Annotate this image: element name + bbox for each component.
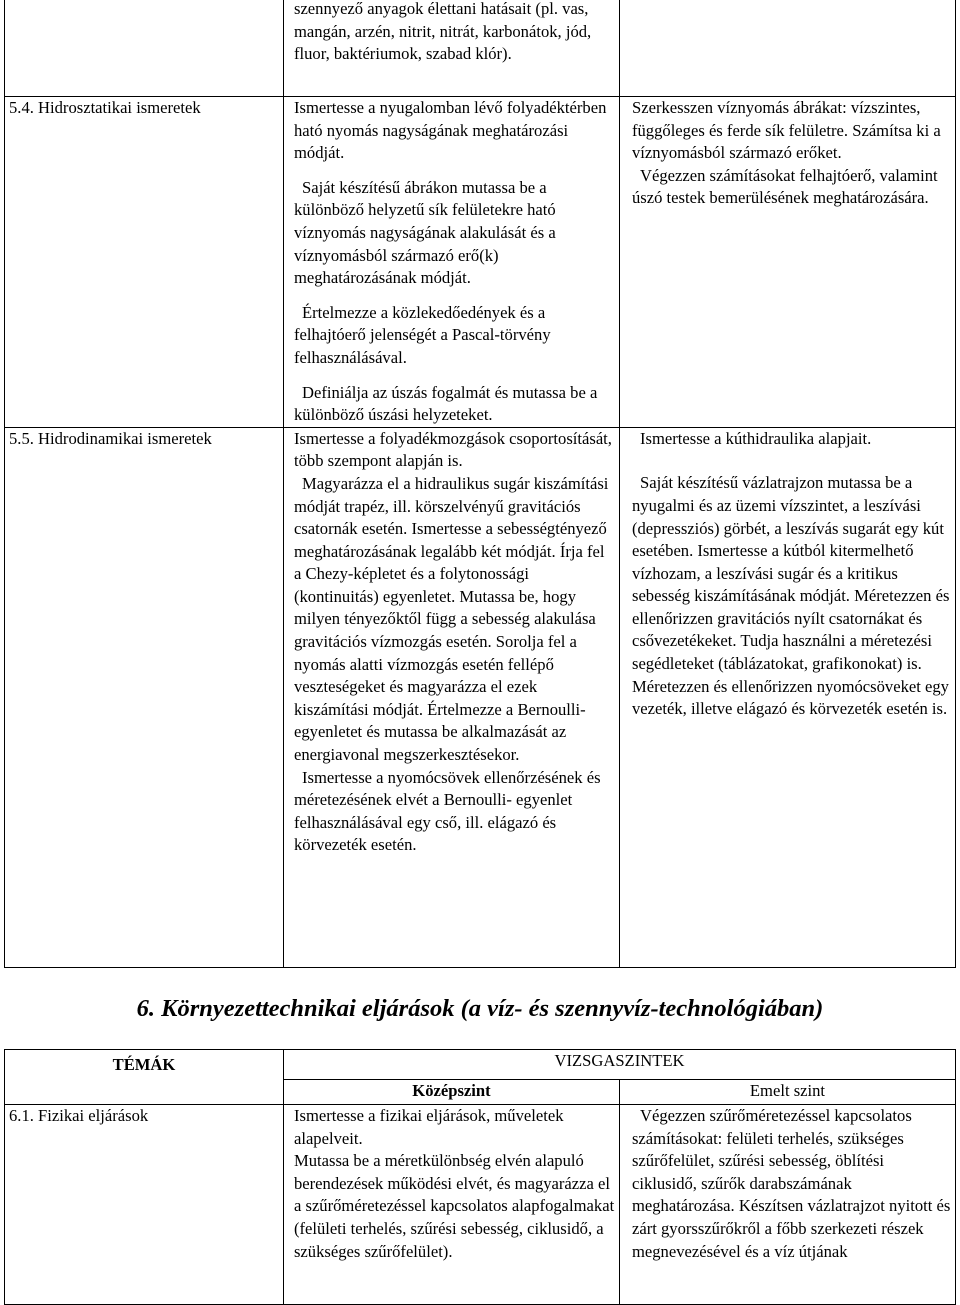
mid-level-cell [283, 1105, 619, 1305]
mid-level-text: Ismertesse a nyugalomban lévő folyadéktérben ható nyomás nagyságának meghatározási módját. [293, 98, 607, 163]
mid-level-text: Értelmezze a közlekedőedények és a felhajtóerő jelenségét a Pascal-törvény felhasználásával. [293, 302, 551, 367]
adv-level-text: Saját készítésű vázlatrajzon mutassa be a nyugalmi és az üzemi vízszintet, a leszívási (depressziós) görbét, a leszívás sugarát egy kút esetében. Ismertesse a kútból kitermelhető vízhozam, a leszívási sugár és a kritikus sebesség kiszámításának módját. Méretezzen és ellenőrizzen gravitációs nyílt csatornákat és csővezetékeket. Tudja használni a méretezési segédleteket (táblázatokat, grafikonokat) is. Méretezzen és ellenőrizzen nyomócsöveket egy vezeték, illetve elágazó és körvezeték esetén is. [631, 473, 950, 719]
mid-level-text: Magyarázza el a hidraulikus sugár kiszámítási módját trapéz, ill. körszelvényű gravitációs csatornák esetén. Ismertesse a sebességtényező meghatározásának legalább két módját. Írja fel a Chezy-képletet és a folytonossági (kontinuitás) egyenletet. Mutassa be, hogy milyen tényezőktől függ a sebesség alakulása gravitációs vízmozgás esetén. Sorolja fel a nyomás alatti vízmozgás esetén fellépő veszteségeket és magyarázza el ezek kiszámítási módját. Értelmezze a Bernoulli-egyenletet és mutassa be alkalmazását az energiavonal megszerkesztésekor. [293, 473, 609, 765]
mid-level-text: Ismertesse a fizikai eljárások, műveletek alapelveit. [293, 1106, 564, 1148]
table-row [5, 427, 956, 967]
table-row [5, 0, 956, 97]
mid-level-text: Ismertesse a nyomócsövek ellenőrzésének és méretezésének elvét a Bernoulli- egyenlet felhasználásával egy cső, ill. elágazó és körvezeték esetén. [293, 767, 601, 855]
adv-level-text: Végezzen szűrőméretezéssel kapcsolatos számításokat: felületi terhelés, szükséges szűrőfelület, szűrési sebesség, öblítési ciklusidő, szűrők darabszámának meghatározása. Készítsen vázlatrajzot nyitott és zárt gyorsszűrőkről a főbb szerkezeti részek megnevezésével és a víz útjának [631, 1106, 951, 1261]
table-row [5, 1105, 956, 1305]
mid-level-cell [283, 0, 619, 97]
requirements-table-env-tech [4, 1049, 956, 1305]
section-title: 6. Környezettechnikai eljárások (a víz- és szennyvíz-technológiában) [136, 995, 824, 1022]
adv-level-text: Végezzen számításokat felhajtóerő, valamint úszó testek bemerülésének meghatározására. [631, 165, 938, 208]
adv-level-cell [619, 97, 955, 428]
adv-level-text: Ismertesse a kúthidraulika alapjait. [639, 428, 872, 448]
requirements-table-hydraulics [4, 0, 956, 968]
header-topics: TÉMÁK [5, 1050, 284, 1105]
mid-level-text: Saját készítésű ábrákon mutassa be a különböző helyzetű sík felületekre ható víznyomás nagyságának alakulását és a víznyomásból származó erő(k) meghatározásának módját. [293, 177, 556, 288]
adv-level-cell [619, 0, 955, 97]
mid-level-text: Mutassa be a méretkülönbség elvén alapuló berendezések működési elvét, és magyarázza el a szűrőméretezéssel kapcsolatos alapfogalmakat (felületi terhelés, szűrési sebesség, ciklusidő, a szükséges szűrőfelület). [293, 1151, 615, 1261]
adv-level-cell [619, 427, 955, 967]
topic-cell: 6.1. Fizikai eljárások [5, 1105, 284, 1305]
mid-level-cell [283, 427, 619, 967]
header-mid-level: Középszint [283, 1080, 619, 1105]
topic-cell: 5.5. Hidrodinamikai ismeretek [5, 427, 284, 967]
mid-level-text: Definiálja az úszás fogalmát és mutassa be a különböző úszási helyzeteket. [293, 382, 598, 425]
topic-cell: 5.4. Hidrosztatikai ismeretek [5, 97, 284, 428]
topic-cell [5, 0, 284, 97]
header-exam-levels: VIZSGASZINTEK [283, 1050, 955, 1080]
adv-level-text: Szerkesszen víznyomás ábrákat: vízszintes, függőleges és ferde sík felületre. Számítsa ki a víznyomásból származó erőket. [631, 98, 941, 163]
adv-level-cell [619, 1105, 955, 1305]
table-header-row [5, 1050, 956, 1080]
header-adv-level: Emelt szint [619, 1080, 955, 1105]
table-row [5, 97, 956, 428]
mid-level-cell [283, 97, 619, 428]
mid-level-text: Ismertesse a folyadékmozgások csoportosítását, több szempont alapján is. [293, 428, 612, 471]
mid-level-text: szennyező anyagok élettani hatásait (pl. vas, mangán, arzén, nitrit, nitrát, karbonátok, jód, fluor, baktériumok, szabad klór). [293, 0, 592, 64]
